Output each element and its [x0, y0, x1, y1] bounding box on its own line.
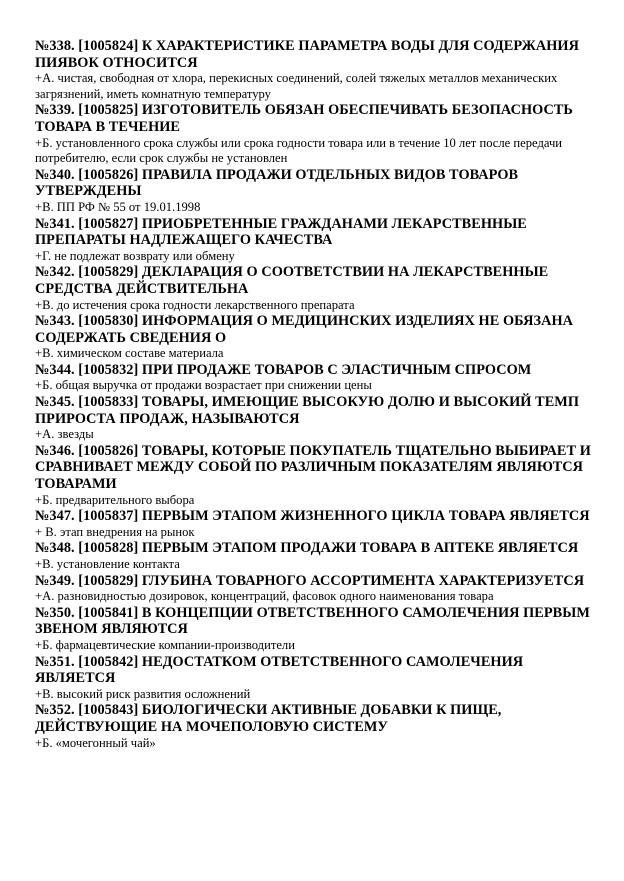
question-text: №341. [1005827] ПРИОБРЕТЕННЫЕ ГРАЖДАНАМИ ЛЕКАРСТВЕННЫЕ ПРЕПАРАТЫ НАДЛЕЖАЩЕГО КАЧЕСТВА — [35, 215, 527, 249]
question-item — [35, 264, 595, 313]
question-item — [35, 702, 595, 751]
question-text: №340. [1005826] ПРАВИЛА ПРОДАЖИ ОТДЕЛЬНЫХ ВИДОВ ТОВАРОВ УТВЕРЖДЕНЫ — [35, 166, 519, 200]
question-item — [35, 313, 595, 362]
question-item — [35, 443, 595, 508]
answer-text: +В. ПП РФ № 55 от 19.01.1998 — [35, 199, 201, 214]
question-text: №348. [1005828] ПЕРВЫМ ЭТАПОМ ПРОДАЖИ ТОВАРА В АПТЕКЕ ЯВЛЯЕТСЯ — [35, 540, 579, 557]
question-item — [35, 38, 595, 102]
answer-text: +Б. установленного срока службы или срока годности товара или в течение 10 лет после передачи потребителю, если срок службы не установлен — [35, 135, 563, 166]
document-page — [35, 38, 595, 751]
answer-text: +Г. не подлежат возврату или обмену — [35, 248, 235, 263]
answer-text: +Б. предварительного выбора — [35, 492, 195, 507]
question-item — [35, 508, 595, 540]
question-text: №339. [1005825] ИЗГОТОВИТЕЛЬ ОБЯЗАН ОБЕСПЕЧИВАТЬ БЕЗОПАСНОСТЬ ТОВАРА В ТЕЧЕНИЕ — [35, 102, 573, 135]
question-item — [35, 102, 595, 166]
question-item — [35, 216, 595, 265]
question-item — [35, 167, 595, 216]
question-item — [35, 605, 595, 654]
question-text: №349. [1005829] ГЛУБИНА ТОВАРНОГО АССОРТИМЕНТА ХАРАКТЕРИЗУЕТСЯ — [35, 572, 585, 589]
question-item — [35, 573, 595, 605]
question-text: №343. [1005830] ИНФОРМАЦИЯ О МЕДИЦИНСКИХ ИЗДЕЛИЯХ НЕ ОБЯЗАНА СОДЕРЖАТЬ СВЕДЕНИЯ О — [35, 313, 574, 346]
question-item — [35, 654, 595, 703]
question-text: №338. [1005824] К ХАРАКТЕРИСТИКЕ ПАРАМЕТРА ВОДЫ ДЛЯ СОДЕРЖАНИЯ ПИЯВОК ОТНОСИТСЯ — [35, 38, 579, 71]
question-text: №352. [1005843] БИОЛОГИЧЕСКИ АКТИВНЫЕ ДОБАВКИ К ПИЩЕ, ДЕЙСТВУЮЩИЕ НА МОЧЕПОЛОВУЮ СИСТЕМУ — [35, 702, 502, 735]
question-text: №351. [1005842] НЕДОСТАТКОМ ОТВЕТСТВЕННОГО САМОЛЕЧЕНИЯ ЯВЛЯЕТСЯ — [35, 653, 524, 687]
answer-text: +Б. фармацевтические компании-производители — [35, 637, 295, 652]
answer-text: +Б. общая выручка от продажи возрастает при снижении цены — [35, 378, 372, 393]
answer-text: + В. этап внедрения на рынок — [35, 524, 195, 539]
question-text: №344. [1005832] ПРИ ПРОДАЖЕ ТОВАРОВ С ЭЛАСТИЧНЫМ СПРОСОМ — [35, 361, 532, 378]
answer-text: +А. звезды — [35, 427, 94, 442]
question-item — [35, 394, 595, 443]
answer-text: +В. высокий риск развития осложнений — [35, 686, 251, 701]
answer-text: +А. чистая, свободная от хлора, перекисных соединений, солей тяжелых металлов механических загрязнений, иметь комнатную температуру — [35, 71, 558, 101]
question-text: №346. [1005826] ТОВАРЫ, КОТОРЫЕ ПОКУПАТЕЛЬ ТЩАТЕЛЬНО ВЫБИРАЕТ И СРАВНИВАЕТ МЕЖДУ СОБОЙ ПО РАЗЛИЧНЫМ ПОКАЗАТЕЛЯМ ЯВЛЯЮТСЯ ТОВАРАМИ — [35, 442, 591, 493]
question-item — [35, 362, 595, 394]
question-text: №347. [1005837] ПЕРВЫМ ЭТАПОМ ЖИЗНЕННОГО ЦИКЛА ТОВАРА ЯВЛЯЕТСЯ — [35, 508, 590, 525]
answer-text: +В. установление контакта — [35, 557, 180, 571]
answer-text: +В. до истечения срока годности лекарственного препарата — [35, 297, 355, 312]
question-text: №350. [1005841] В КОНЦЕПЦИИ ОТВЕТСТВЕННОГО САМОЛЕЧЕНИЯ ПЕРВЫМ ЗВЕНОМ ЯВЛЯЮТСЯ — [35, 604, 590, 638]
answer-text: +А. разновидностью дозировок, концентраций, фасовок одного наименования товара — [35, 589, 494, 604]
answer-text: +В. химическом составе материала — [35, 346, 224, 361]
answer-text: +Б. «мочегонный чай» — [35, 735, 156, 750]
question-text: №345. [1005833] ТОВАРЫ, ИМЕЮЩИЕ ВЫСОКУЮ ДОЛЮ И ВЫСОКИЙ ТЕМП ПРИРОСТА ПРОДАЖ, НАЗЫВАЮТСЯ — [35, 394, 579, 427]
question-text: №342. [1005829] ДЕКЛАРАЦИЯ О СООТВЕТСТВИИ НА ЛЕКАРСТВЕННЫЕ СРЕДСТВА ДЕЙСТВИТЕЛЬНА — [35, 264, 549, 297]
question-item — [35, 540, 595, 572]
